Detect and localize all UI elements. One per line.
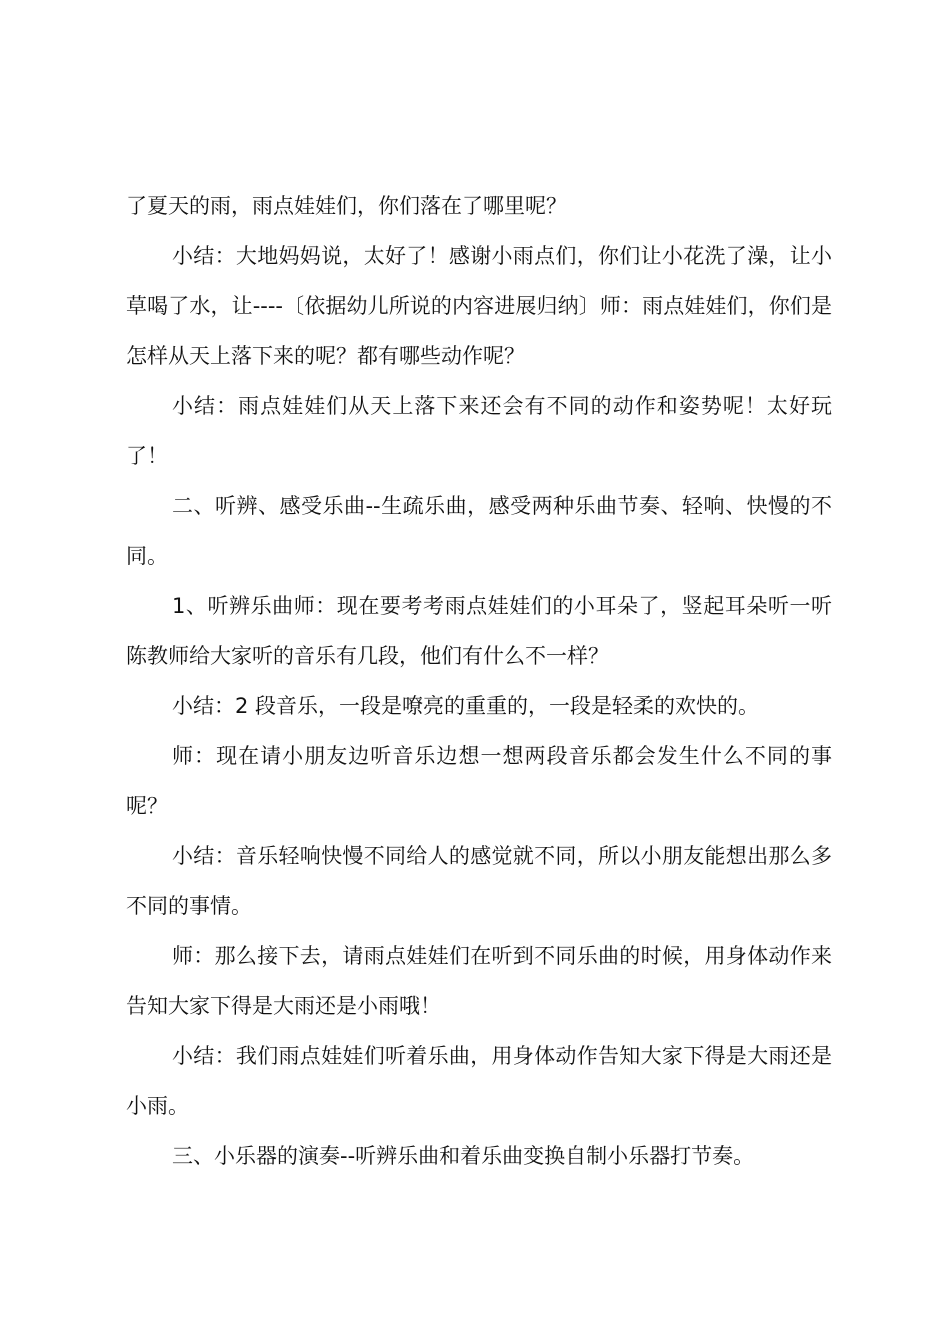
paragraph-4: 二、听辨、感受乐曲--生疏乐曲，感受两种乐曲节奏、轻响、快慢的不同。 [126, 494, 832, 568]
paragraph-9: 师：那么接下去，请雨点娃娃们在听到不同乐曲的时候，用身体动作来告知大家下得是大雨还是小雨哦！ [126, 944, 832, 1018]
paragraph-1: 了夏天的雨，雨点娃娃们，你们落在了哪里呢？ [126, 194, 567, 218]
paragraph-11: 三、小乐器的演奏--听辨乐曲和着乐曲变换自制小乐器打节奏。 [172, 1144, 755, 1168]
paragraph-8: 小结：音乐轻响快慢不同给人的感觉就不同，所以小朋友能想出那么多不同的事情。 [126, 844, 832, 918]
paragraph-10: 小结：我们雨点娃娃们听着乐曲，用身体动作告知大家下得是大雨还是小雨。 [126, 1044, 832, 1118]
paragraph-2: 小结：大地妈妈说，太好了！感谢小雨点们，你们让小花洗了澡，让小草喝了水，让----〔依据幼儿所说的内容进展归纳〕师：雨点娃娃们，你们是怎样从天上落下来的呢？都有哪些动作呢？ [126, 244, 832, 368]
paragraph-7: 师：现在请小朋友边听音乐边想一想两段音乐都会发生什么不同的事呢？ [126, 744, 832, 818]
document-body [126, 181, 832, 1181]
paragraph-6: 小结：2 段音乐，一段是嘹亮的重重的，一段是轻柔的欢快的。 [172, 694, 760, 718]
paragraph-5: 1、听辨乐曲师：现在要考考雨点娃娃们的小耳朵了，竖起耳朵听一听陈教师给大家听的音乐有几段，他们有什么不一样？ [126, 594, 832, 668]
paragraph-3: 小结：雨点娃娃们从天上落下来还会有不同的动作和姿势呢！太好玩了！ [126, 394, 832, 468]
